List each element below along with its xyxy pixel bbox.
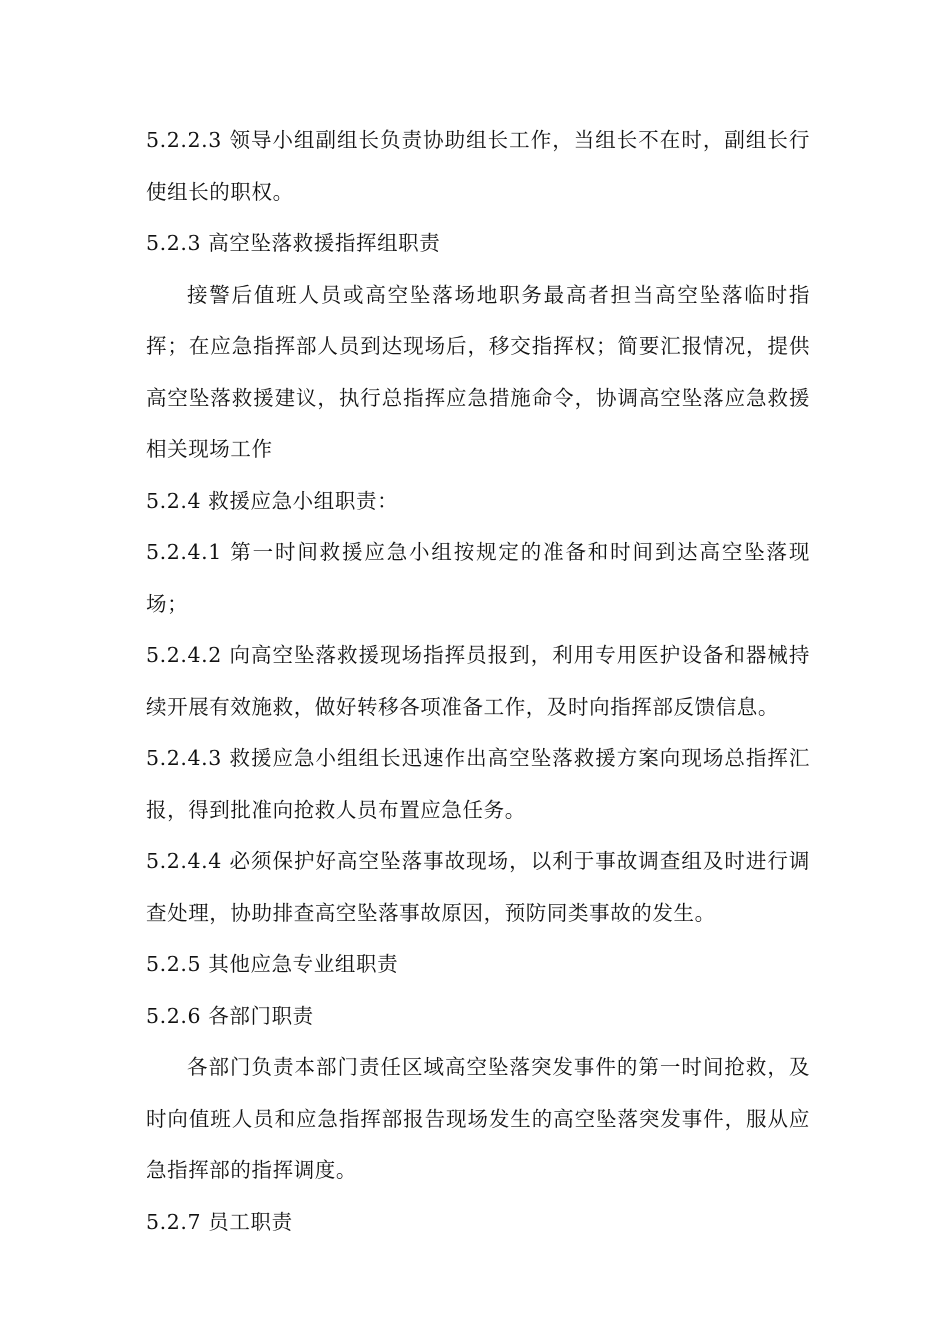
paragraph-5-2-2-3: 5.2.2.3 领导小组副组长负责协助组长工作，当组长不在时，副组长行使组长的职权。 xyxy=(146,128,810,204)
heading-5-2-6: 5.2.6 各部门职责 xyxy=(146,1003,314,1028)
paragraph-department-duties: 各部门负责本部门责任区域高空坠落突发事件的第一时间抢救，及时向值班人员和应急指挥部报告现场发生的高空坠落突发事件，服从应急指挥部的指挥调度。 xyxy=(146,1055,810,1182)
heading-5-2-4: 5.2.4 救援应急小组职责： xyxy=(146,488,399,513)
paragraph-5-2-4-3: 5.2.4.3 救援应急小组组长迅速作出高空坠落救援方案向现场总指挥汇报，得到批准向抢救人员布置应急任务。 xyxy=(146,746,810,822)
paragraph-5-2-4-1: 5.2.4.1 第一时间救援应急小组按规定的准备和时间到达高空坠落现场； xyxy=(146,540,810,616)
heading-5-2-5: 5.2.5 其他应急专业组职责 xyxy=(146,952,399,976)
heading-5-2-3: 5.2.3 高空坠落救援指挥组职责 xyxy=(146,231,441,255)
paragraph-5-2-4-2: 5.2.4.2 向高空坠落救援现场指挥员报到，利用专用医护设备和器械持续开展有效施救，做好转移各项准备工作，及时向指挥部反馈信息。 xyxy=(146,643,810,719)
paragraph-rescue-command-duties: 接警后值班人员或高空坠落场地职务最高者担当高空坠落临时指挥；在应急指挥部人员到达现场后，移交指挥权；简要汇报情况，提供高空坠落救援建议，执行总指挥应急措施命令，协调高空坠落应急救援相关现场工作 xyxy=(146,282,810,461)
document-body xyxy=(146,115,810,1248)
heading-5-2-7: 5.2.7 员工职责 xyxy=(146,1209,293,1234)
paragraph-5-2-4-4: 5.2.4.4 必须保护好高空坠落事故现场，以利于事故调查组及时进行调查处理，协助排查高空坠落事故原因，预防同类事故的发生。 xyxy=(146,849,810,925)
